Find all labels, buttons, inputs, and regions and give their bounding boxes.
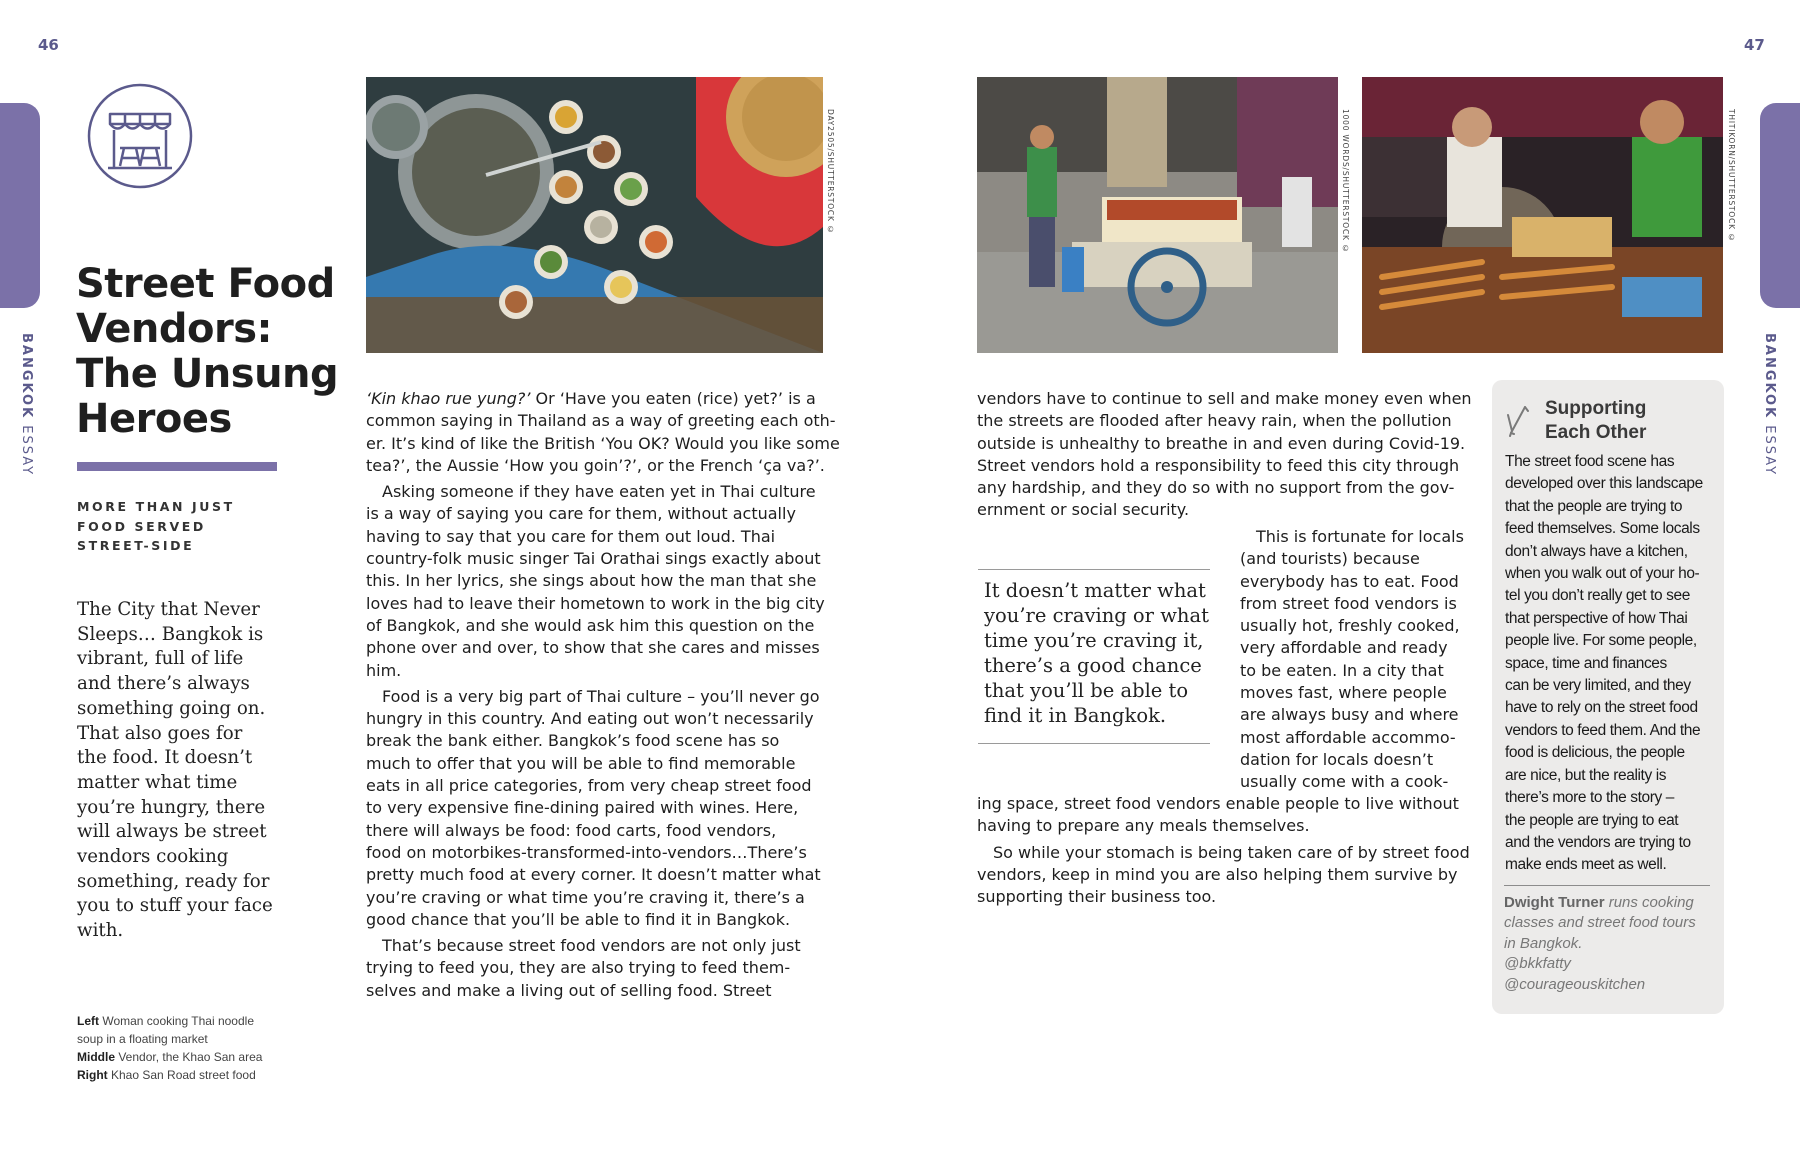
author-bio: Dwight Turner runs cooking classes and street food tours in Bangkok. @bkkfatty @courageouskitchen [1504, 893, 1696, 995]
sidebar-title: Supporting Each Other [1545, 398, 1647, 443]
body-column-2-narrow: This is fortunate for locals (and tourists) because everybody has to eat. Food from street food vendors is usually hot, freshly cooked, very affordable and ready to be eaten. In a city that moves fast, where people are always busy and where most affordable accommo- dation for locals doesn’t usually come with a cook- [1240, 527, 1464, 792]
pull-quote-rule-top [978, 569, 1210, 570]
photo-credit-1: DAY2505/SHUTTERSTOCK © [826, 109, 835, 235]
page-number-right: 47 [1744, 36, 1765, 54]
body-column-1: ‘Kin khao rue yung?’ Or ‘Have you eaten (rice) yet?’ is a common saying in Thailand as a way of greeting each oth- er. It’s kind of like the British ‘You OK? Would you like some tea?’, the Aussie ‘How you goin’?’, or the French ‘ça va?’. Asking someone if they have eaten yet in Thai culture is a way of saying you care for them, without actually having to say that you care for them out loud. Thai country-folk music singer Tai Orathai sings exactly about this. In her lyrics, she sings about how the man that she loves had to leave their hometown to work in the big city of Bangkok, and she would ask him this question on the phone over and over, to show that she cares and misses him. Food is a very big part of Thai culture – you’ll never go hungry in this country. And eating out won’t necessarily break the bank either. Bangkok’s food scene has so much to offer that you will be able to find memorable eats in all price categories, from very cheap street food to very expensive fine-dining paired with wines. Here, there will always be food: food carts, food vendors, food on motorbikes-transformed-into-vendors…There’s pretty much food at every corner. It doesn’t matter what you’re craving or what time you’re craving it, there’s a good chance that you’ll be able to find it in Bangkok. That’s because street food vendors are not only just trying to feed you, they are also trying to feed them- selves and make a living out of selling food. Street [366, 389, 840, 1000]
street-stall-icon [86, 82, 194, 190]
sidebar-body: The street food scene has developed over this landscape that the people are trying to feed themselves. Some locals don’t always have a kitchen, when you walk out of your ho- tel you don’t really get to see that perspective of how Thai people live. For some people, space, time and finances can be very limited, and they have to rely on the street food vendors to feed them. And the food is delicious, the people are nice, but the reality is there’s more to the story – the people are trying to eat and the vendors are trying to make ends meet as well. [1505, 453, 1703, 874]
sidebar-rule [1504, 885, 1710, 886]
right-tab [1760, 103, 1800, 308]
photo-vendor-cart [977, 77, 1338, 353]
title-rule [77, 462, 277, 471]
photo-floating-market [366, 77, 823, 353]
kicker: MORE THAN JUST FOOD SERVED STREET-SIDE [77, 499, 235, 553]
pen-icon [1505, 403, 1531, 437]
article-title: Street Food Vendors: The Unsung Heroes [76, 261, 339, 442]
pull-quote-rule-bottom [978, 743, 1210, 744]
photo-credit-3: THITIKORN/SHUTTERSTOCK © [1727, 109, 1736, 243]
body-column-2-top: vendors have to continue to sell and make money even when the streets are flooded after heavy rain, when the pollution outside is unhealthy to breathe in and even during Covid-19. Street vendors hold a responsibility to feed this city through any hardship, and they do so with no support from the gov- ernment or social security. [977, 389, 1472, 520]
body-column-2-bottom: ing space, street food vendors enable people to live without having to prepare any meals themselves. So while your stomach is being taken care of by street food vendors, keep in mind you are also helping them survive by supporting their business too. [977, 794, 1470, 907]
author-handle-1: @bkkfatty [1504, 955, 1571, 973]
author-name: Dwight Turner [1504, 894, 1605, 911]
author-handle-2: @courageouskitchen [1504, 975, 1646, 993]
photo-night-stall [1362, 77, 1723, 353]
photo-credit-2: 1000 WORDS/SHUTTERSTOCK © [1341, 109, 1350, 254]
side-label-left: BANGKOK ESSAY [19, 333, 34, 477]
side-label-right: BANGKOK ESSAY [1762, 333, 1777, 477]
left-tab [0, 103, 40, 308]
intro-paragraph: The City that Never Sleeps… Bangkok is vibrant, full of life and there’s always something going on. That also goes for the food. It doesn’t matter what time you’re hungry, there will always be street vendors cooking something, ready for you to stuff your face with. [77, 599, 273, 942]
pull-quote: It doesn’t matter what you’re craving or what time you’re craving it, there’s a good chance that you’ll be able to find it in Bangkok. [984, 579, 1209, 727]
photo-caption: Left Woman cooking Thai noodle soup in a floating market Middle Vendor, the Khao San area Right Khao San Road street food [77, 1014, 263, 1082]
page-number-left: 46 [38, 36, 59, 54]
